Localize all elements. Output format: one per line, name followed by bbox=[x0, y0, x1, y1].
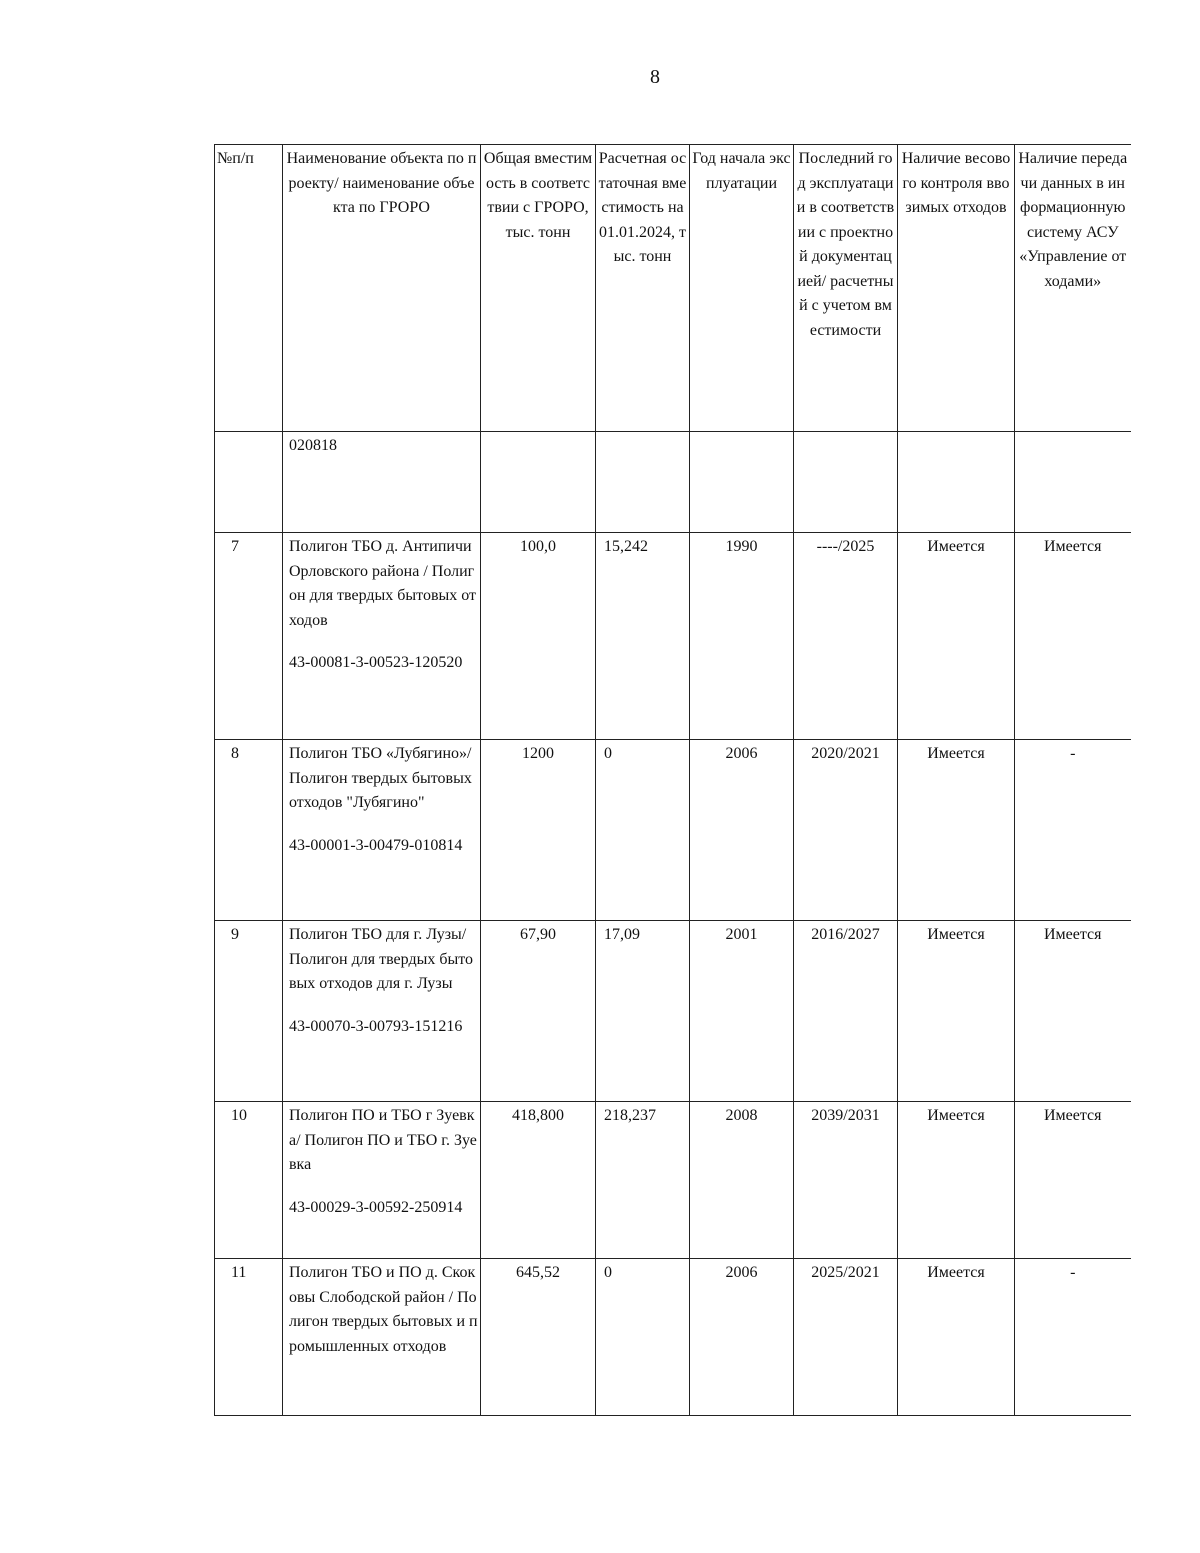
weight-control: Имеется bbox=[898, 1259, 1015, 1416]
start-year: 2008 bbox=[690, 1102, 794, 1259]
row-name-cell bbox=[283, 1259, 481, 1416]
capacity: 67,90 bbox=[481, 921, 596, 1102]
row-num: 11 bbox=[215, 1259, 283, 1416]
row-name-cell bbox=[283, 740, 481, 921]
table-row bbox=[215, 533, 1131, 740]
last-year: ----/2025 bbox=[794, 533, 898, 740]
row-num: 10 bbox=[215, 1102, 283, 1259]
capacity: 1200 bbox=[481, 740, 596, 921]
table-row bbox=[215, 740, 1131, 921]
row-num: 9 bbox=[215, 921, 283, 1102]
page-number: 8 bbox=[650, 66, 660, 88]
header-last-year: Последний год эксплуатации в соответствии с проектной документацией/ расчетный с учетом вместимости bbox=[794, 145, 898, 432]
start-year: 1990 bbox=[690, 533, 794, 740]
table-row bbox=[215, 1102, 1131, 1259]
data-transfer: Имеется bbox=[1015, 1102, 1131, 1259]
header-name: Наименование объекта по проекту/ наименование объекта по ГРОРО bbox=[283, 145, 481, 432]
weight-control: Имеется bbox=[898, 921, 1015, 1102]
weight-control: Имеется bbox=[898, 1102, 1015, 1259]
remaining-capacity: 0 bbox=[596, 740, 690, 921]
table-row bbox=[215, 921, 1131, 1102]
remaining-capacity: 17,09 bbox=[596, 921, 690, 1102]
registry-code: 43-00029-3-00592-250914 bbox=[289, 1198, 463, 1216]
data-transfer: - bbox=[1015, 1259, 1131, 1416]
header-start-year: Год начала эксплуатации bbox=[690, 145, 794, 432]
remaining-capacity: 0 bbox=[596, 1259, 690, 1416]
weight-control: Имеется bbox=[898, 740, 1015, 921]
weight-control: Имеется bbox=[898, 533, 1015, 740]
capacity: 100,0 bbox=[481, 533, 596, 740]
remaining-capacity: 218,237 bbox=[596, 1102, 690, 1259]
last-year: 2016/2027 bbox=[794, 921, 898, 1102]
last-year: 2039/2031 bbox=[794, 1102, 898, 1259]
header-data-transfer: Наличие передачи данных в информационную систему АСУ «Управление отходами» bbox=[1015, 145, 1131, 432]
row-num: 7 bbox=[215, 533, 283, 740]
registry-code: 43-00081-3-00523-120520 bbox=[289, 654, 463, 671]
row-name-cell bbox=[283, 533, 481, 740]
capacity: 645,52 bbox=[481, 1259, 596, 1416]
header-capacity: Общая вместимость в соответствии с ГРОРО, тыс. тонн bbox=[481, 145, 596, 432]
table-row bbox=[215, 1259, 1131, 1416]
object-name: Полигон ТБО «Лубягино»/ Полигон твердых бытовых отходов "Лубягино" bbox=[289, 745, 472, 811]
last-year: 2025/2021 bbox=[794, 1259, 898, 1416]
last-year: 2020/2021 bbox=[794, 740, 898, 921]
continuation-code: 020818 bbox=[283, 432, 481, 533]
start-year: 2006 bbox=[690, 1259, 794, 1416]
registry-code: 43-00070-3-00793-151216 bbox=[289, 1017, 463, 1035]
landfill-table bbox=[214, 144, 1131, 1416]
object-name: Полигон ПО и ТБО г Зуевка/ Полигон ПО и ТБО г. Зуевка bbox=[289, 1107, 477, 1173]
table-header-row bbox=[215, 145, 1131, 432]
object-name: Полигон ТБО и ПО д. Скоковы Слободской район / Полигон твердых бытовых и промышленных отходов bbox=[289, 1264, 478, 1355]
start-year: 2001 bbox=[690, 921, 794, 1102]
object-name: Полигон ТБО для г. Лузы/ Полигон для твердых бытовых отходов для г. Лузы bbox=[289, 926, 474, 992]
header-num: №п/п bbox=[215, 145, 283, 432]
data-transfer: Имеется bbox=[1015, 921, 1131, 1102]
data-transfer: Имеется bbox=[1015, 533, 1131, 740]
start-year: 2006 bbox=[690, 740, 794, 921]
object-name: Полигон ТБО д. Антипичи Орловского района / Полигон для твердых бытовых отходов bbox=[289, 538, 477, 629]
table-row-continuation bbox=[215, 432, 1131, 533]
remaining-capacity: 15,242 bbox=[596, 533, 690, 740]
row-name-cell bbox=[283, 921, 481, 1102]
capacity: 418,800 bbox=[481, 1102, 596, 1259]
header-weight-control: Наличие весового контроля ввозимых отходов bbox=[898, 145, 1015, 432]
registry-code: 43-00001-3-00479-010814 bbox=[289, 836, 463, 854]
header-remaining: Расчетная остаточная вместимость на 01.01.2024, тыс. тонн bbox=[596, 145, 690, 432]
data-transfer: - bbox=[1015, 740, 1131, 921]
row-num: 8 bbox=[215, 740, 283, 921]
row-name-cell bbox=[283, 1102, 481, 1259]
